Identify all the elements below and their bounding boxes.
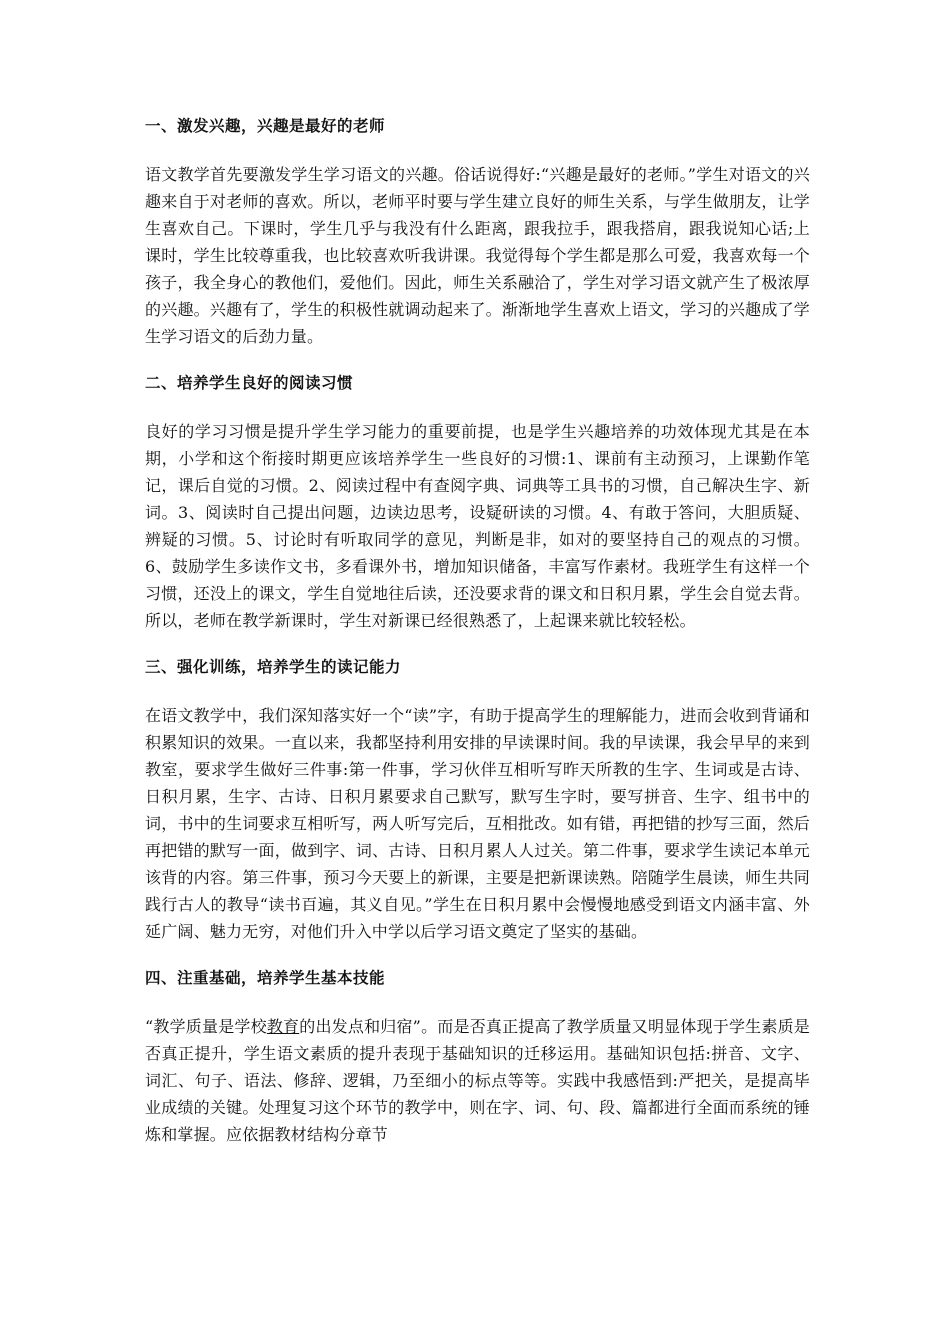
section-paragraph (145, 1013, 810, 1148)
section-4 (145, 967, 810, 1148)
section-heading: 二、培养学生良好的阅读习惯 (145, 374, 354, 392)
document-content (145, 115, 810, 1170)
section-heading: 一、激发兴趣，兴趣是最好的老师 (145, 117, 386, 135)
section-2 (145, 372, 810, 634)
section-3 (145, 656, 810, 945)
paragraph-text-rest: 的出发点和归宿”。而是否真正提高了教学质量又明显体现于学生素质是否真正提升，学生语文素质的提升表现于基础知识的迁移运用。基础知识包括:拼音、文字、词汇、句子、语法、修辞、逻辑，乃至细小的标点等等。实践中我感悟到:严把关，是提高毕业成绩的关键。处理复习这个环节的教学中，则在字、词、句、段、篇都进行全面而系统的锤炼和掌握。应依据教材结构分章节 (145, 1017, 810, 1144)
section-paragraph: 语文教学首先要激发学生学习语文的兴趣。俗话说得好:“兴趣是最好的老师。”学生对语文的兴趣来自于对老师的喜欢。所以，老师平时要与学生建立良好的师生关系，与学生做朋友，让学生喜欢自己。下课时，学生几乎与我没有什么距离，跟我拉手，跟我搭肩，跟我说知心话;上课时，学生比较尊重我，也比较喜欢听我讲课。我觉得每个学生都是那么可爱，我喜欢每一个孩子，我全身心的教他们，爱他们。因此，师生关系融洽了，学生对学习语文就产生了极浓厚的兴趣。兴趣有了，学生的积极性就调动起来了。渐渐地学生喜欢上语文，学习的兴趣成了学生学习语文的后劲力量。 (145, 165, 810, 346)
section-paragraph: 良好的学习习惯是提升学生学习能力的重要前提，也是学生兴趣培养的功效体现尤其是在本期，小学和这个衔接时期更应该培养学生一些良好的习惯:1、课前有主动预习，上课勤作笔记，课后自觉的习惯。2、阅读过程中有查阅字典、词典等工具书的习惯，自己解决生字、新词。3、阅读时自己提出问题，边读边思考，设疑研读的习惯。4、有敢于答问，大胆质疑、辨疑的习惯。5、讨论时有听取同学的意见，判断是非，如对的要坚持自己的观点的习惯。6、鼓励学生多读作文书，多看课外书，增加知识储备，丰富写作素材。我班学生有这样一个习惯，还没上的课文，学生自觉地往后读，还没要求背的课文和日积月累，学生会自觉去背。所以，老师在教学新课时，学生对新课已经很熟悉了，上起课来就比较轻松。 (145, 422, 810, 630)
paragraph-text-start: “教学质量是学校 (145, 1017, 267, 1036)
section-heading: 三、强化训练，培养学生的读记能力 (145, 658, 402, 676)
education-link[interactable]: 教育 (266, 1017, 300, 1036)
section-1 (145, 115, 810, 350)
section-heading: 四、注重基础，培养学生基本技能 (145, 969, 386, 987)
section-paragraph: 在语文教学中，我们深知落实好一个“读”字，有助于提高学生的理解能力，进而会收到背诵和积累知识的效果。一直以来，我都坚持利用安排的早读课时间。我的早读课，我会早早的来到教室，要求学生做好三件事:第一件事，学习伙伴互相听写昨天所教的生字、生词或是古诗、日积月累，生字、古诗、日积月累要求自己默写，默写生字时，要写拼音、生字、组书中的词，书中的生词要求互相听写，两人听写完后，互相批改。如有错，再把错的抄写三面，然后再把错的默写一面，做到字、词、古诗、日积月累人人过关。第二件事，要求学生读记本单元该背的内容。第三件事，预习今天要上的新课，主要是把新课读熟。陪随学生晨读，师生共同践行古人的教导“读书百遍，其义自见。”学生在日积月累中会慢慢地感受到语文内涵丰富、外延广阔、魅力无穷，对他们升入中学以后学习语文奠定了坚实的基础。 (145, 706, 810, 941)
